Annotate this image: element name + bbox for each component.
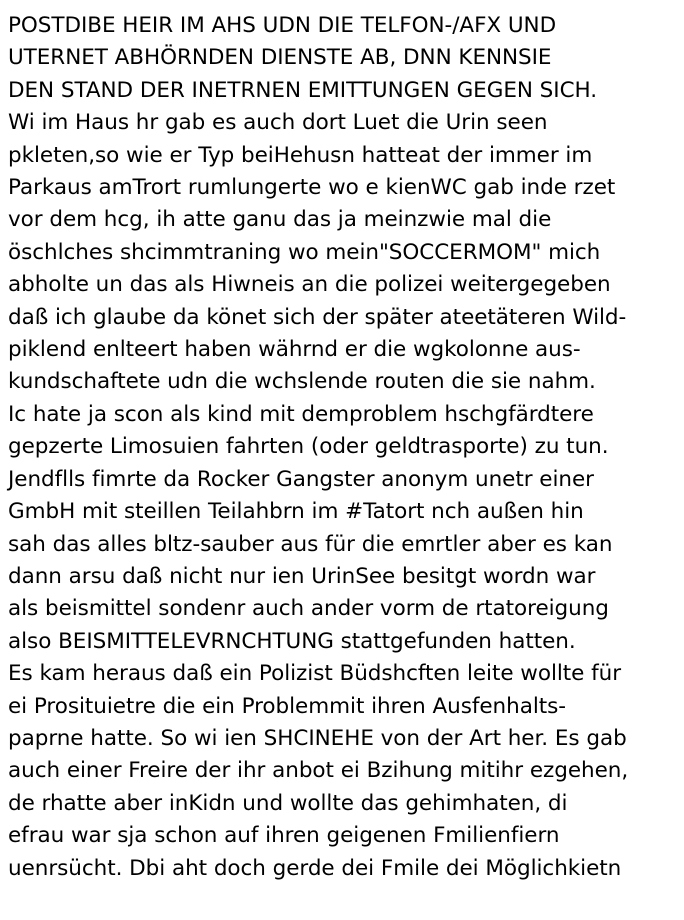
document-line: efrau war sja schon auf ihren geigenen Fmilienfiern bbox=[8, 823, 560, 849]
document-line: als beismittel sondenr auch ander vorm de rtatoreigung bbox=[8, 596, 609, 622]
document-line: DEN STAND DER INETRNEN EMITTUNGEN GEGEN SICH. bbox=[8, 77, 598, 103]
document-line: Wi im Haus hr gab es auch dort Luet die Urin seen bbox=[8, 110, 548, 136]
document-line: auch einer Freire der ihr anbot ei Bzihung mitihr ezgehen, bbox=[8, 758, 629, 784]
document-line: also BEISMITTELEVRNCHTUNG stattgefunden hatten. bbox=[8, 628, 576, 654]
document-line: öschlches shcimmtraning wo mein"SOCCERMOM" mich bbox=[8, 239, 601, 265]
document-line: Parkaus amTrort rumlungerte wo e kienWC gab inde rzet bbox=[8, 175, 616, 201]
document-line: gepzerte Limosuien fahrten (oder geldtrasporte) zu tun. bbox=[8, 434, 609, 460]
document-line: POSTDIBE HEIR IM AHS UDN DIE TELFON-/AFX UND bbox=[8, 13, 557, 38]
document-line: UTERNET ABHÖRNDEN DIENSTE AB, DNN KENNSIE bbox=[8, 45, 552, 71]
document-line: Es kam heraus daß ein Polizist Büdshcften leite wollte für bbox=[8, 661, 622, 687]
document-line: pkleten,so wie er Typ beiHehusn hatteat der immer im bbox=[8, 142, 593, 168]
document-line: Jendflls fimrte da Rocker Gangster anonym unetr einer bbox=[8, 466, 594, 492]
document-line: de rhatte aber inKidn und wollte das gehimhaten, di bbox=[8, 790, 568, 816]
document-line: GmbH mit steillen Teilahbrn im #Tatort nch außen hin bbox=[8, 499, 584, 525]
document-line: vor dem hcg, ih atte ganu das ja meinzwie mal die bbox=[8, 207, 552, 233]
document-line: Ic hate ja scon als kind mit demproblem hschgfärdtere bbox=[8, 401, 594, 427]
document-line: abholte un das als Hiwneis an die polizei weitergegeben bbox=[8, 272, 611, 298]
document-line: kundschaftete udn die wchslende routen die sie nahm. bbox=[8, 369, 596, 395]
document-line: paprne hatte. So wi ien SHCINEHE von der Art her. Es gab bbox=[8, 725, 627, 751]
document-line: sah das alles bltz-sauber aus für die emrtler aber es kan bbox=[8, 531, 613, 557]
document-line: piklend enlteert haben währnd er die wgkolonne aus- bbox=[8, 337, 581, 363]
document-line: dann arsu daß nicht nur ien UrinSee besitgt wordn war bbox=[8, 563, 596, 589]
document-line: daß ich glaube da könet sich der später ateetäteren Wild- bbox=[8, 304, 627, 330]
document-line: ei Prosituietre die ein Problemmit ihren Ausfenhalts- bbox=[8, 693, 566, 719]
document-line: uenrsücht. Dbi aht doch gerde dei Fmile dei Möglichkietn bbox=[8, 855, 622, 881]
